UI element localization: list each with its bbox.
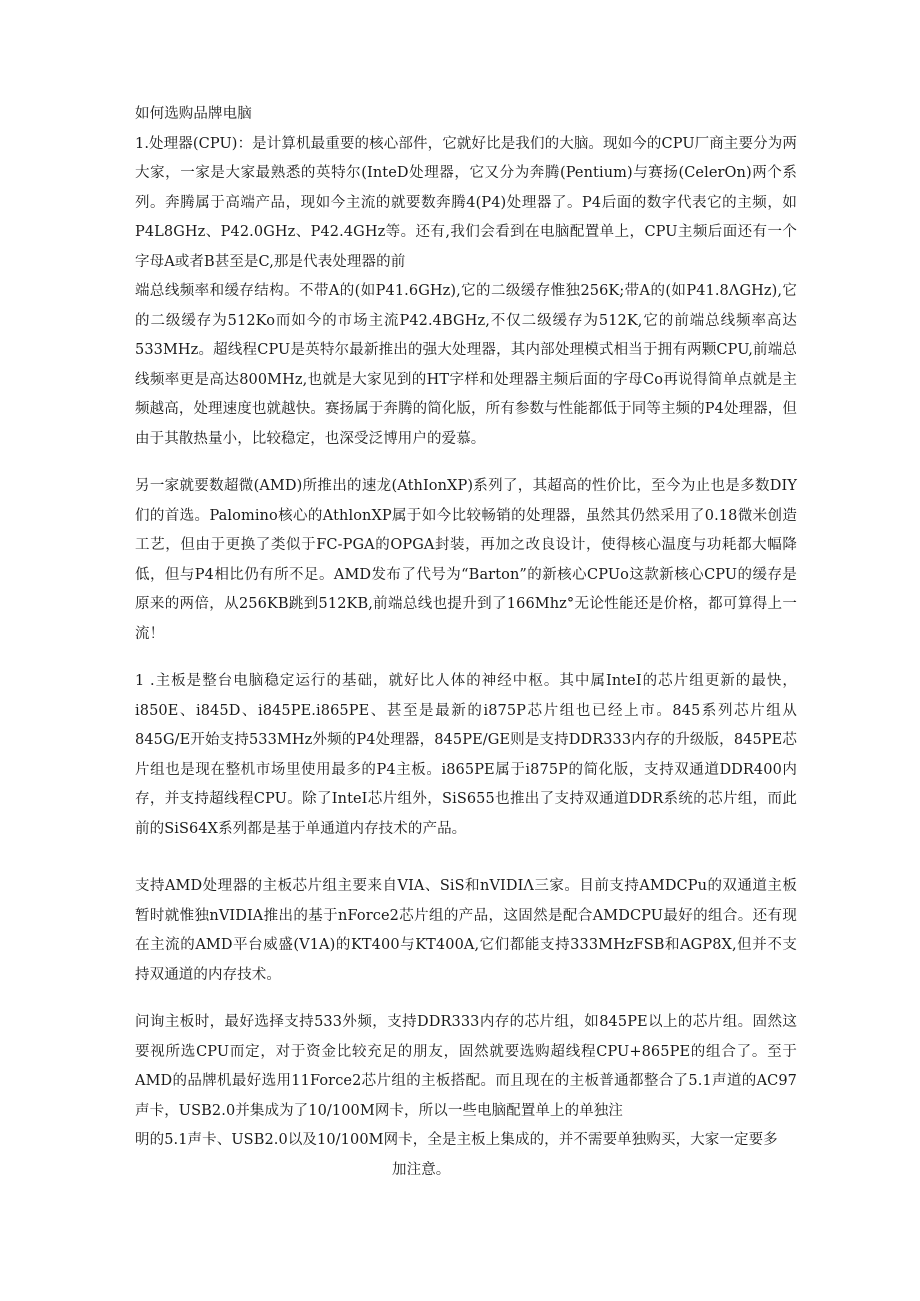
paragraph-cpu-intel-continued: 端总线频率和缓存结构。不带A的(如P41.6GHz),它的二级缓存惟独256K;带A的(如P41.8ΛGHz),它的二级缓存为512Ko而如今的市场主流P42.4BGHz,不仅二级缓存为512K,它的前端总线频率高达533MHz。超线程CPU是英特尔最新推出的强大处理器，其内部处理模式相当于拥有两颗CPU,前端总线频率更是高达800MHz,也就是大家见到的HT字样和处理器主频后面的字母Co再说得简单点就是主频越高，处理速度也就越快。赛扬属于奔腾的简化版，所有参数与性能都低于同等主频的P4处理器，但由于其散热量小，比较稳定，也深受泛博用户的爱慕。 (135, 283, 797, 447)
paragraph-cpu-amd: 另一家就要数超微(AMD)所推出的速龙(AthIonXP)系列了，其超高的性价比，至今为止也是多数DIY们的首选。Palomino核心的AthlonXP属于如今比较畅销的处理器，虽然其仍然采用了0.18微米创造工艺，但由于更换了类似于FC-PGA的OPGA封装，再加之改良设计，使得核心温度与功耗都大幅降低，但与P4相比仍有所不足。AMD发布了代号为“Barton”的新核心CPUo这款新核心CPU的缓存是原来的两倍，从256KB跳到512KB,前端总线也提升到了166Mhz°无论性能还是价格，都可算得上一流！ (135, 478, 797, 642)
paragraph-motherboard-advice: 问询主板时，最好选择支持533外频，支持DDR333内存的芯片组，如845PE以上的芯片组。固然这要视所选CPU而定，对于资金比较充足的朋友，固然就要选购超线程CPU+865PE的组合了。至于AMD的品牌机最好选用11Force2芯片组的主板搭配。而且现在的主板普通都整合了5.1声道的AC97声卡，USB2.0并集成为了10/100M网卡，所以一些电脑配置单上的单独注 (135, 1014, 797, 1119)
paragraph-closing: 加注意。 (392, 1161, 451, 1178)
paragraph-motherboard-advice-continued: 明的5.1声卡、USB2.0以及10/100M网卡，全是主板上集成的，并不需要单独购买，大家一定要多 (135, 1132, 778, 1148)
document-title: 如何选购品牌电脑 (135, 106, 252, 122)
document-body (135, 100, 797, 1185)
paragraph-motherboard-amd: 支持AMD处理器的主板芯片组主要来自VIA、SiS和nVIDIΛ三家。目前支持AMDCPu的双通道主板暂时就惟独nVIDIA推出的基于nForce2芯片组的产品，这固然是配合AMDCPU最好的组合。还有现在主流的AMD平台威盛(V1A)的KT400与KT400A,它们都能支持333MHzFSB和AGP8X,但并不支持双通道的内存技术。 (135, 878, 797, 983)
paragraph-motherboard-intel: 1 .主板是整台电脑稳定运行的基础，就好比人体的神经中枢。其中属InteI的芯片组更新的最快，i850E、i845D、i845PE.i865PE、甚至是最新的i875P芯片组也已经上市。845系列芯片组从845G/E开始支持533MHz外频的P4处理器，845PE/GE则是支持DDR333内存的升级版，845PE芯片组也是现在整机市场里使用最多的P4主板。i865PE属于i875P的简化版，支持双通道DDR400内存，并支持超线程CPU。除了InteI芯片组外，SiS655也推出了支持双通道DDR系统的芯片组，而此前的SiS64X系列都是基于单通道内存技术的产品。 (135, 673, 797, 837)
paragraph-cpu-intel: 1.处理器(CPU)：是计算机最重要的核心部件，它就好比是我们的大脑。现如今的CPU厂商主要分为两大家，一家是大家最熟悉的英特尔(InteD处理器，它又分为奔腾(Pentium)与赛扬(CelerOn)两个系列。奔腾属于高端产品，现如今主流的就要数奔腾4(P4)处理器了。P4后面的数字代表它的主频，如P4L8GHz、P42.0GHz、P42.4GHz等。还有,我们会看到在电脑配置单上，CPU主频后面还有一个字母A或者B甚至是C,那是代表处理器的前 (135, 135, 797, 270)
